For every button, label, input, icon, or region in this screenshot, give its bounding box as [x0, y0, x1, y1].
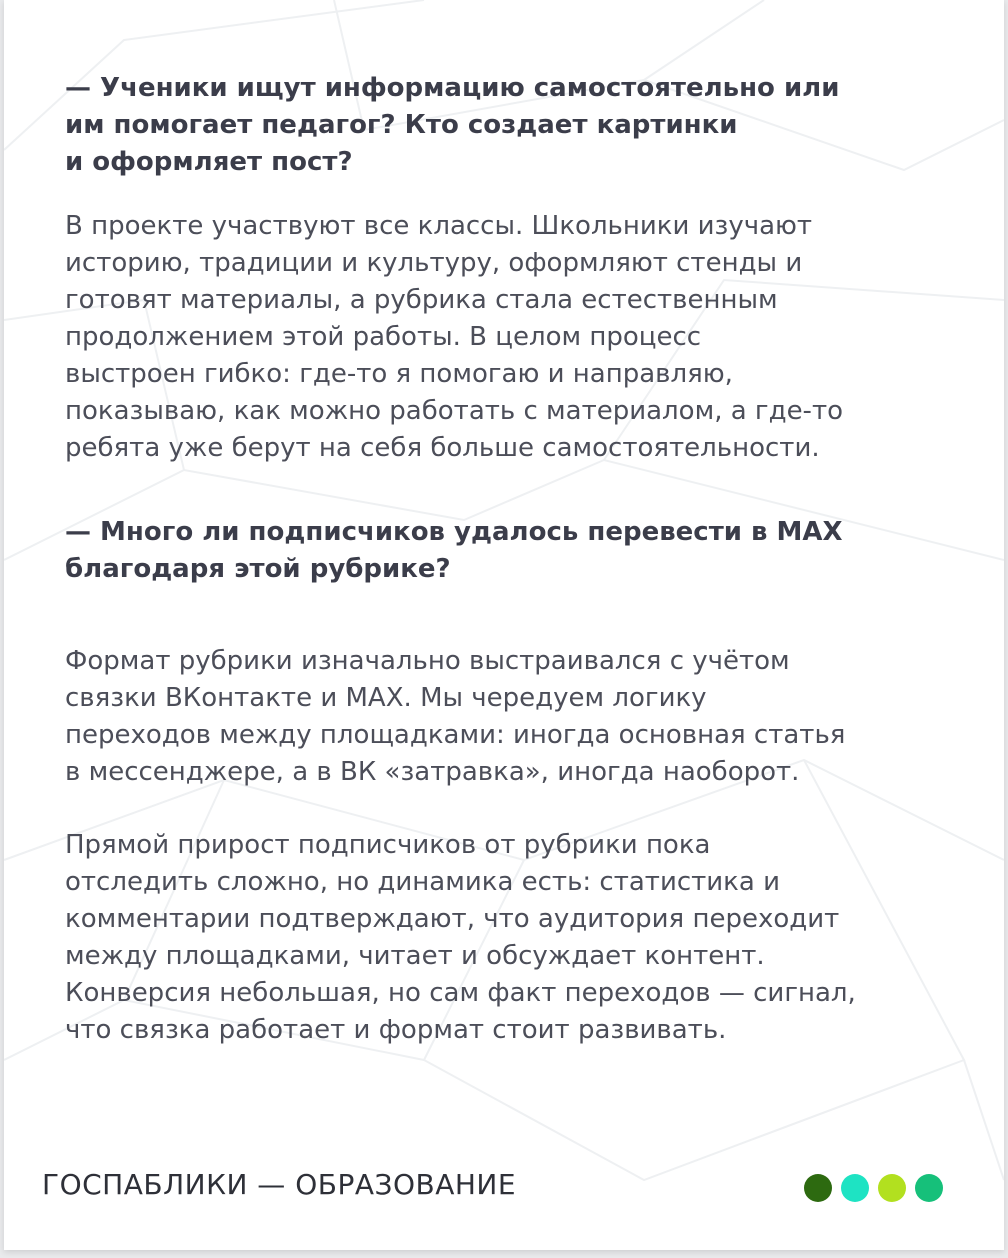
answer-1-line: историю, традиции и культуру, оформляют стенды и [65, 248, 803, 278]
question-2-line: — Много ли подписчиков удалось перевести в MAX [65, 517, 843, 547]
question-2-line: благодаря этой рубрике? [65, 554, 451, 584]
answer-1-line: готовят материалы, а рубрика стала естественным [65, 285, 778, 315]
question-1-line: и оформляет пост? [65, 147, 353, 177]
answer-1-line: показываю, как можно работать с материалом, а где-то [65, 396, 843, 426]
answer-3-line: комментарии подтверждают, что аудитория переходит [65, 904, 840, 934]
brand-dot [804, 1174, 832, 1202]
footer-label: ГОСПАБЛИКИ — ОБРАЗОВАНИЕ [42, 1168, 517, 1201]
brand-dot [915, 1174, 943, 1202]
answer-2-line: Формат рубрики изначально выстраивался с учётом [65, 646, 790, 676]
answer-3-line: Прямой прирост подписчиков от рубрики пока [65, 830, 711, 860]
question-1-line: — Ученики ищут информацию самостоятельно или [65, 73, 840, 103]
brand-dot [878, 1174, 906, 1202]
answer-1-line: продолжением этой работы. В целом процесс [65, 322, 702, 352]
answer-2 [65, 643, 965, 791]
answer-3-line: что связка работает и формат стоит развивать. [65, 1015, 727, 1045]
brand-dot [841, 1174, 869, 1202]
answer-3 [65, 827, 965, 1049]
answer-1-line: выстроен гибко: где-то я помогаю и направляю, [65, 359, 733, 389]
answer-3-line: Конверсия небольшая, но сам факт переходов — сигнал, [65, 978, 856, 1008]
answer-2-line: в мессенджере, а в ВК «затравка», иногда наоборот. [65, 757, 800, 787]
question-2 [65, 514, 965, 588]
answer-3-line: отследить сложно, но динамика есть: статистика и [65, 867, 780, 897]
answer-1-line: ребята уже берут на себя больше самостоятельности. [65, 433, 820, 463]
article-content [65, 70, 965, 1049]
answer-2-line: переходов между площадками: иногда основная статья [65, 720, 846, 750]
answer-1 [65, 208, 965, 467]
answer-2-line: связки ВКонтакте и MAX. Мы чередуем логику [65, 683, 707, 713]
question-1 [65, 70, 965, 181]
article-card [4, 0, 1004, 1250]
question-1-line: им помогает педагог? Кто создает картинки [65, 110, 738, 140]
brand-dots [804, 1174, 943, 1202]
answer-1-line: В проекте участвуют все классы. Школьники изучают [65, 211, 813, 241]
answer-3-line: между площадками, читает и обсуждает контент. [65, 941, 765, 971]
